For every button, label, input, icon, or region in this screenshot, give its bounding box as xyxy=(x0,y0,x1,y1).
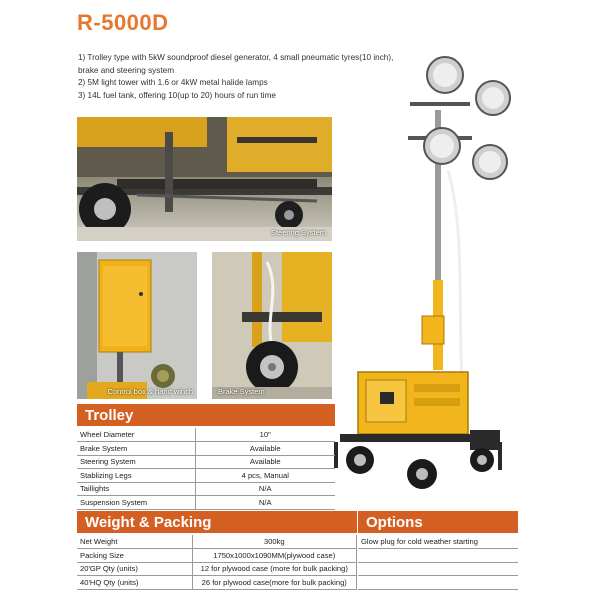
option-item xyxy=(358,562,518,576)
table-row xyxy=(77,562,357,576)
photo-caption: Steering System xyxy=(270,228,326,237)
table-row xyxy=(77,549,357,563)
feature-line: 1) Trolley type with 5kW soundproof diesel generator, 4 small pneumatic tyres(10 inch), xyxy=(78,53,394,62)
spec-value: N/A xyxy=(195,496,335,510)
photo-caption: Control box & hand winch xyxy=(107,387,193,396)
spec-value: 12 for plywood case (more for bulk packing) xyxy=(192,562,357,576)
light-tower-illustration xyxy=(330,50,520,500)
table-row xyxy=(358,535,518,549)
spec-label: Packing Size xyxy=(77,549,192,563)
spec-label: 40'HQ Qty (units) xyxy=(77,576,192,590)
photo-caption: Brake System xyxy=(218,387,265,396)
table-row xyxy=(77,576,357,590)
table-row xyxy=(77,428,335,442)
table-row xyxy=(358,549,518,563)
spec-value: Available xyxy=(195,455,335,469)
spec-value: 300kg xyxy=(192,535,357,549)
table-row xyxy=(358,562,518,576)
spec-label: 20'GP Qty (units) xyxy=(77,562,192,576)
trolley-heading: Trolley xyxy=(77,404,335,426)
spec-value: Available xyxy=(195,442,335,456)
spec-label: Wheel Diameter xyxy=(77,428,195,442)
spec-value: 26 for plywood case(more for bulk packing) xyxy=(192,576,357,590)
option-item: Glow plug for cold weather starting xyxy=(358,535,518,549)
product-title: R-5000D xyxy=(77,10,169,35)
steering-system-photo xyxy=(77,117,332,241)
brake-system-photo xyxy=(212,252,332,399)
feature-line: brake and steering system xyxy=(78,65,175,75)
spec-label: Taillights xyxy=(77,482,195,496)
table-row xyxy=(77,496,335,510)
brake-system-illustration xyxy=(212,252,332,399)
table-row xyxy=(77,442,335,456)
table-row xyxy=(77,535,357,549)
lamp-icon xyxy=(424,128,460,164)
feature-line: 3) 14L fuel tank, offering 10(up to 20) hours of run time xyxy=(78,90,276,100)
lamp-icon xyxy=(473,145,507,179)
options-heading: Options xyxy=(358,511,518,533)
table-row xyxy=(77,482,335,496)
control-box-photo xyxy=(77,252,197,399)
table-row xyxy=(358,576,518,590)
spec-value: N/A xyxy=(195,482,335,496)
spec-label: Suspension System xyxy=(77,496,195,510)
option-item xyxy=(358,549,518,563)
table-row xyxy=(77,455,335,469)
spec-value: 1750x1000x1090MM(plywood case) xyxy=(192,549,357,563)
steering-system-illustration xyxy=(77,117,332,241)
option-item xyxy=(358,576,518,590)
feature-line: 2) 5M light tower with 1.6 or 4kW metal halide lamps xyxy=(78,78,268,87)
spec-label: Brake System xyxy=(77,442,195,456)
lamp-icon xyxy=(427,57,463,93)
weight-packing-table xyxy=(77,535,357,590)
weight-packing-heading: Weight & Packing xyxy=(77,511,357,533)
spec-value: 10" xyxy=(195,428,335,442)
spec-value: 4 pcs, Manual xyxy=(195,469,335,483)
trolley-spec-table xyxy=(77,428,335,510)
control-box-illustration xyxy=(77,252,197,399)
spec-label: Steering System xyxy=(77,455,195,469)
lamp-icon xyxy=(476,81,510,115)
spec-label: Net Weight xyxy=(77,535,192,549)
light-tower-drawing xyxy=(330,50,520,500)
spec-label: Stablizing Legs xyxy=(77,469,195,483)
table-row xyxy=(77,469,335,483)
options-table xyxy=(358,535,518,590)
